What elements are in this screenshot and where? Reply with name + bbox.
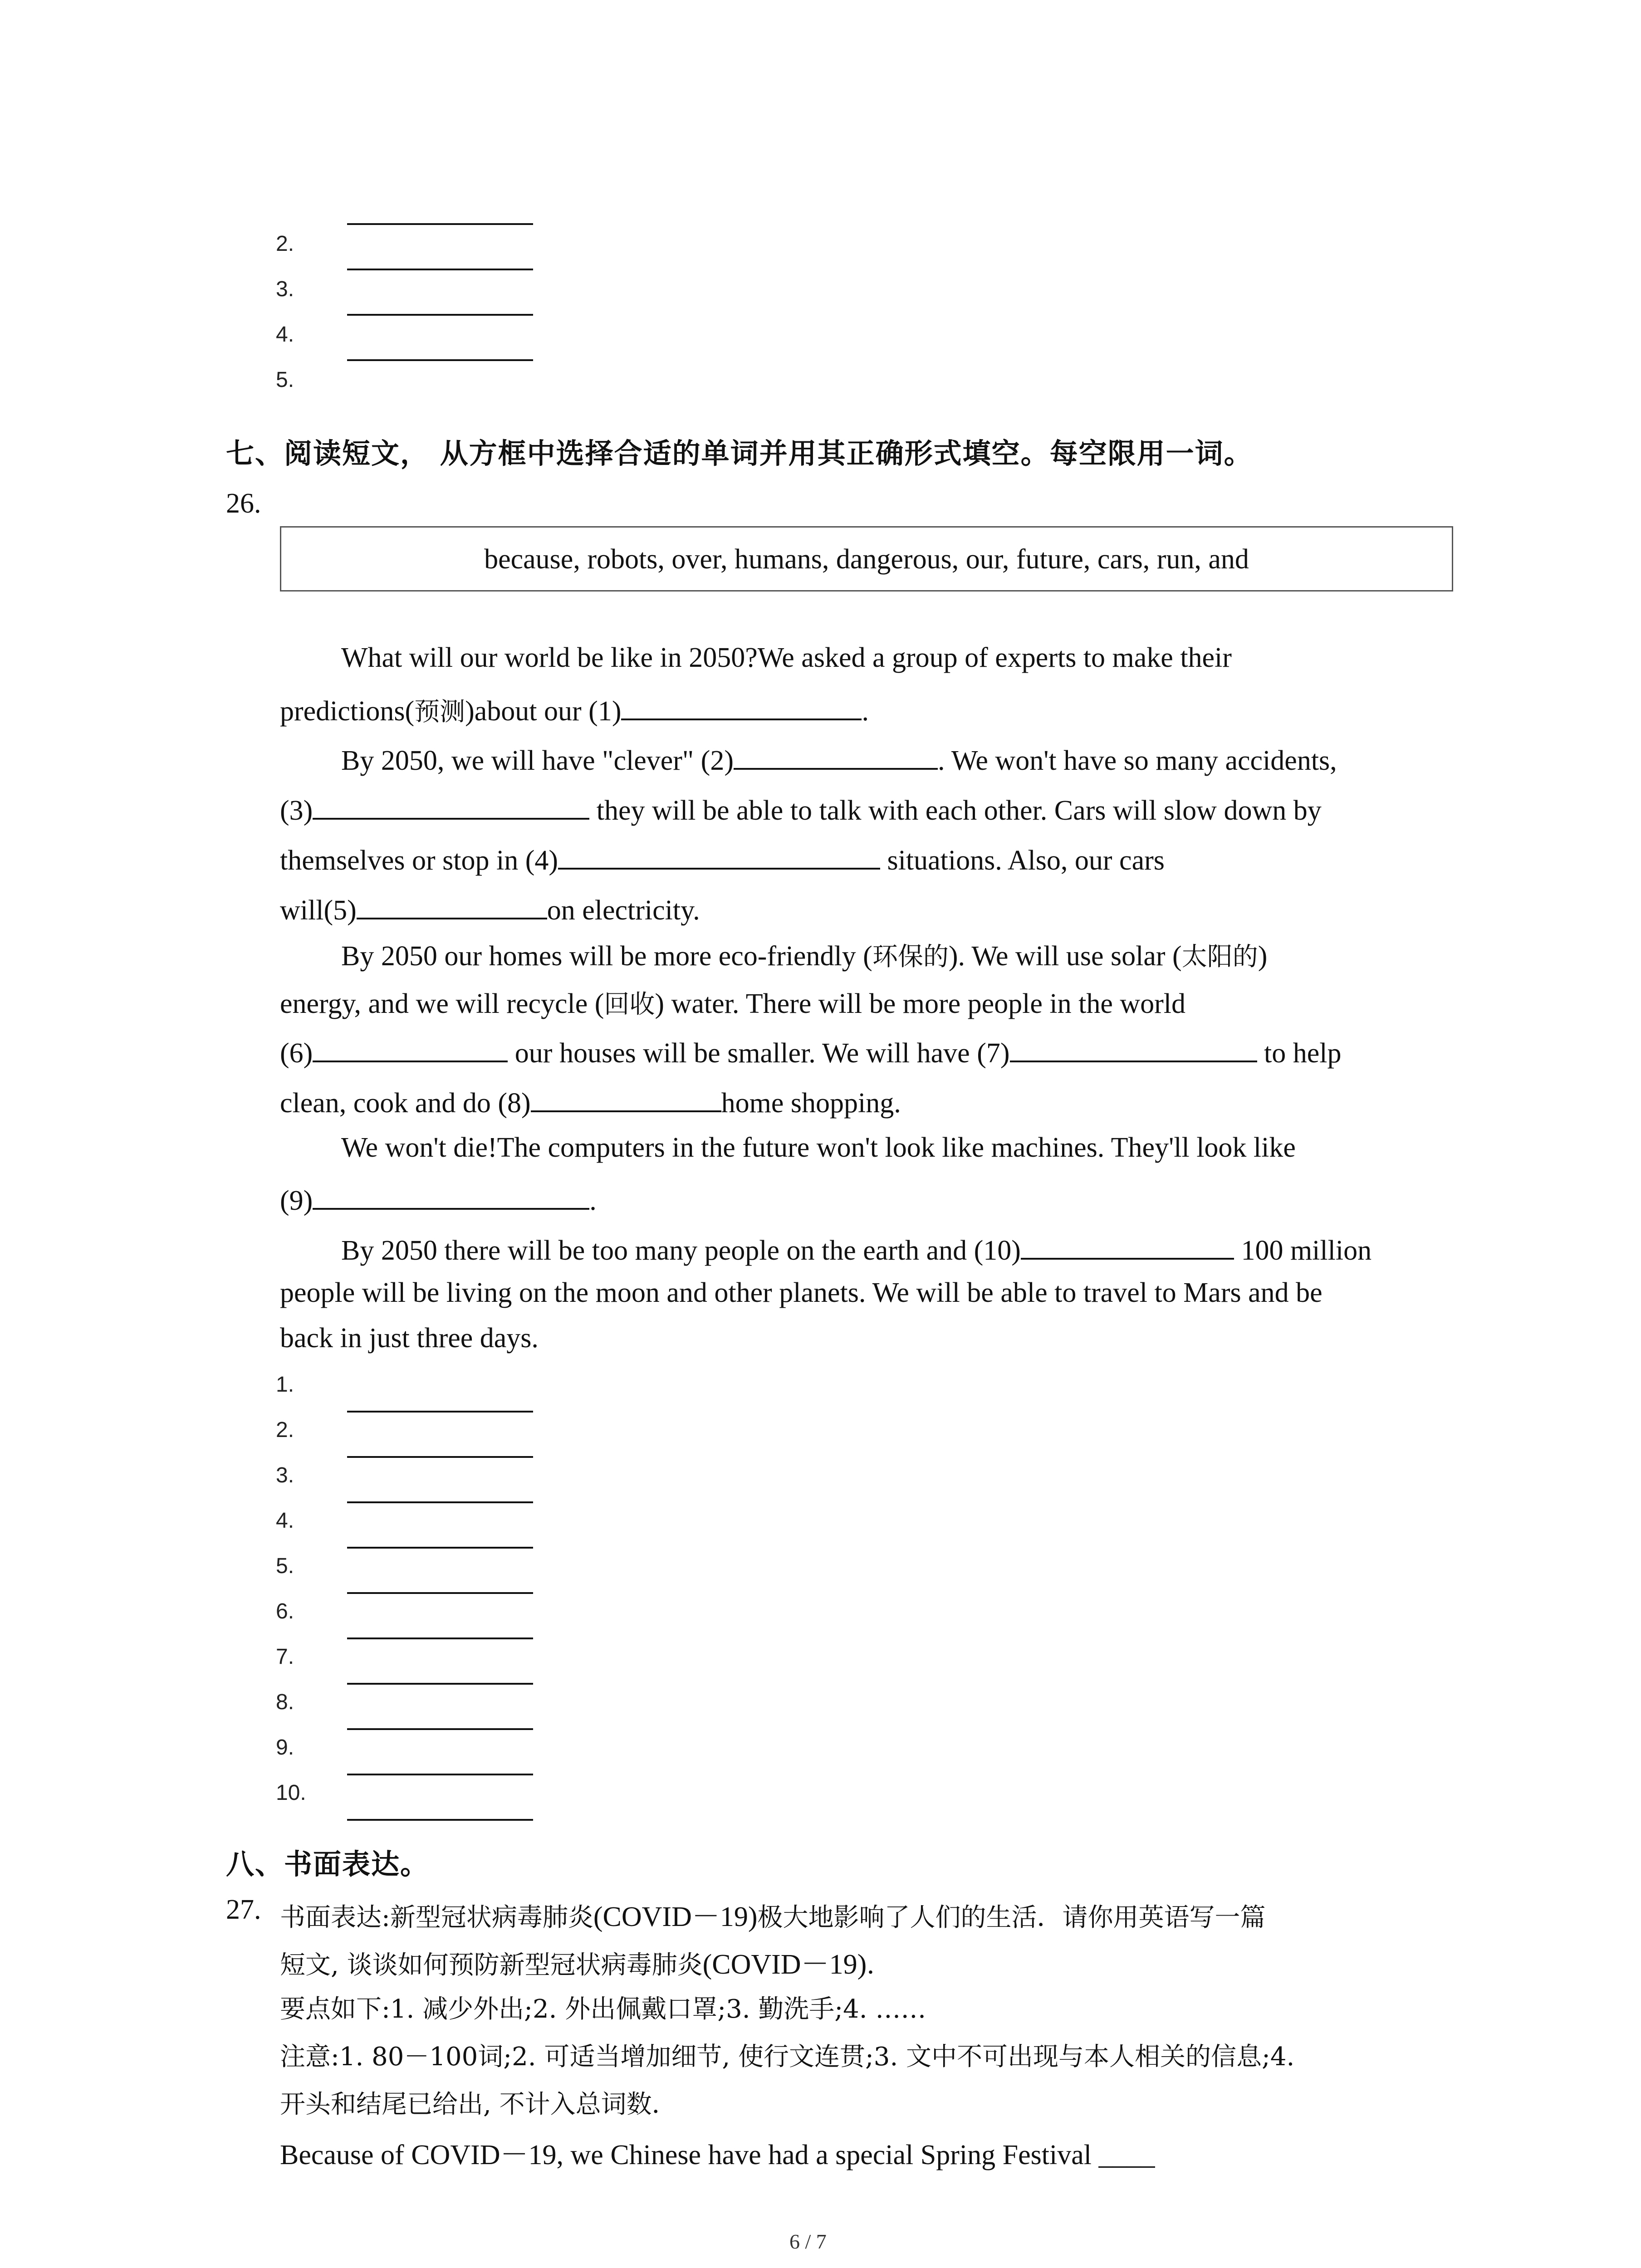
word-box [280, 526, 1453, 591]
blank-6[interactable] [313, 1034, 508, 1062]
passage-line [280, 792, 1322, 827]
passage-cn-gloss: 预测 [414, 697, 465, 727]
answer-label: 1. [276, 1373, 294, 1397]
answer-label: 6. [276, 1599, 294, 1623]
answer-label: 3. [276, 1463, 294, 1487]
answer-label: 5. [276, 1554, 294, 1578]
passage-line [280, 891, 700, 927]
passage-text: ). We will use solar ( [948, 941, 1182, 972]
prompt-text: ． [867, 1950, 892, 1980]
passage-cn-gloss: 环保的 [872, 942, 949, 972]
answer-label: 3. [276, 277, 294, 301]
prompt-line [280, 1894, 1266, 1934]
section-heading: 七、阅读短文， 从方框中选择合适的单词并用其正确形式填空。每空限用一词。 [226, 437, 1253, 470]
answer-line[interactable] [347, 1637, 533, 1639]
passage-text: )about our (1) [465, 696, 622, 727]
passage-text: (6) [280, 1038, 313, 1069]
blank-9[interactable] [313, 1182, 589, 1210]
blank-5[interactable] [357, 891, 547, 919]
passage-text: By 2050, we will have "clever" (2) [341, 745, 734, 776]
section-heading: 八、书面表达。 [226, 1848, 430, 1881]
answer-line[interactable] [347, 269, 533, 270]
answer-label: 2. [276, 232, 294, 256]
prompt-line: 开头和结尾已给出, 不计入总词数． [280, 2090, 677, 2119]
answer-label: 2. [276, 1418, 294, 1442]
passage-line [280, 1182, 597, 1217]
prompt-text: 短文, 谈谈如何预防新型冠状病毒肺炎 [280, 1950, 703, 1980]
answer-label: 5. [276, 368, 294, 392]
answer-line[interactable] [347, 1456, 533, 1458]
answer-line[interactable] [347, 1592, 533, 1594]
passage-line: What will our world be like in 2050?We asked a group of experts to make their [341, 642, 1232, 673]
answer-line[interactable] [347, 223, 533, 225]
page-number: 6 / 7 [789, 2230, 827, 2253]
passage-text: our houses will be smaller. We will have (7) [508, 1038, 1010, 1069]
passage-text: to help [1257, 1038, 1342, 1069]
passage-text: . [589, 1185, 597, 1216]
answer-line[interactable] [347, 1411, 533, 1413]
passage-text: (3) [280, 795, 313, 826]
answer-label: 8. [276, 1690, 294, 1714]
passage-text: . We won't have so many accidents, [937, 745, 1337, 776]
answer-label: 4. [276, 323, 294, 347]
passage-line [280, 984, 1185, 1021]
passage-cn-gloss: 太阳的 [1181, 942, 1258, 972]
answer-label: 9. [276, 1735, 294, 1760]
answer-line[interactable] [347, 1728, 533, 1730]
passage-text: ) water. There will be more people in the world [655, 988, 1185, 1019]
passage-text: will(5) [280, 895, 357, 926]
passage-line [341, 1232, 1372, 1267]
answer-line[interactable] [347, 1683, 533, 1685]
blank-3[interactable] [313, 792, 589, 820]
passage-line: people will be living on the moon and other planets. We will be able to travel to Mars and be [280, 1277, 1323, 1308]
prompt-line [280, 1941, 892, 1982]
blank-10[interactable] [1021, 1232, 1234, 1260]
passage-text: themselves or stop in (4) [280, 845, 558, 876]
passage-text: home shopping. [721, 1088, 901, 1119]
answer-label: 7. [276, 1645, 294, 1669]
answer-line[interactable] [347, 1774, 533, 1775]
question-number: 26. [226, 488, 261, 519]
passage-text: clean, cook and do (8) [280, 1088, 531, 1119]
prompt-text: 书面表达:新型冠状病毒肺炎 [280, 1903, 593, 1932]
answer-line[interactable] [347, 314, 533, 316]
passage-text: (9) [280, 1185, 313, 1216]
passage-line [341, 937, 1267, 973]
passage-line: We won't die!The computers in the future won't look like machines. They'll look like [341, 1132, 1296, 1163]
answer-line[interactable] [347, 1501, 533, 1503]
passage-line [341, 742, 1337, 777]
prompt-line: 注意:1. 80－100词;2. 可适当增加细节, 使行文连贯;3. 文中不可出现与本人相关的信息;4. [280, 2042, 1295, 2072]
answer-line[interactable] [347, 359, 533, 361]
answer-line[interactable] [347, 1547, 533, 1549]
blank-8[interactable] [531, 1084, 721, 1112]
blank-4[interactable] [558, 841, 880, 870]
blank-7[interactable] [1010, 1034, 1257, 1062]
passage-line [280, 1084, 901, 1119]
passage-text: 100 million [1234, 1235, 1372, 1266]
prompt-text: 极大地影响了人们的生活．请你用英语写一篇 [757, 1903, 1266, 1932]
passage-text: energy, and we will recycle ( [280, 988, 604, 1019]
prompt-text: (COVID－19) [593, 1901, 758, 1932]
word-box-text: because, robots, over, humans, dangerous, our, future, cars, run, and [484, 544, 1249, 575]
passage-cn-gloss: 回收 [604, 990, 655, 1019]
answer-label: 10. [276, 1781, 306, 1805]
answer-label: 4. [276, 1509, 294, 1533]
passage-text: they will be able to talk with each other. Cars will slow down by [589, 795, 1322, 826]
passage-text: situations. Also, our cars [880, 845, 1165, 876]
passage-text: predictions( [280, 696, 415, 727]
passage-text: . [862, 696, 869, 727]
passage-line [280, 841, 1165, 877]
question-number: 27. [226, 1894, 261, 1925]
writing-starter: Because of COVID－19, we Chinese have had a special Spring Festival ____ [280, 2140, 1155, 2170]
passage-line: back in just three days. [280, 1323, 539, 1354]
passage-line [280, 1034, 1341, 1070]
prompt-text: (COVID－19) [702, 1949, 867, 1980]
passage-text: ) [1258, 941, 1268, 972]
passage-text: on electricity. [547, 895, 700, 926]
blank-1[interactable] [621, 692, 862, 720]
answer-line[interactable] [347, 1819, 533, 1821]
blank-2[interactable] [734, 742, 938, 770]
passage-line [280, 692, 869, 728]
passage-text: By 2050 there will be too many people on the earth and (10) [341, 1235, 1021, 1266]
prompt-line: 要点如下:1. 减少外出;2. 外出佩戴口罩;3. 勤洗手;4. …… [280, 1994, 926, 2024]
passage-text: By 2050 our homes will be more eco-friendly ( [341, 941, 872, 972]
